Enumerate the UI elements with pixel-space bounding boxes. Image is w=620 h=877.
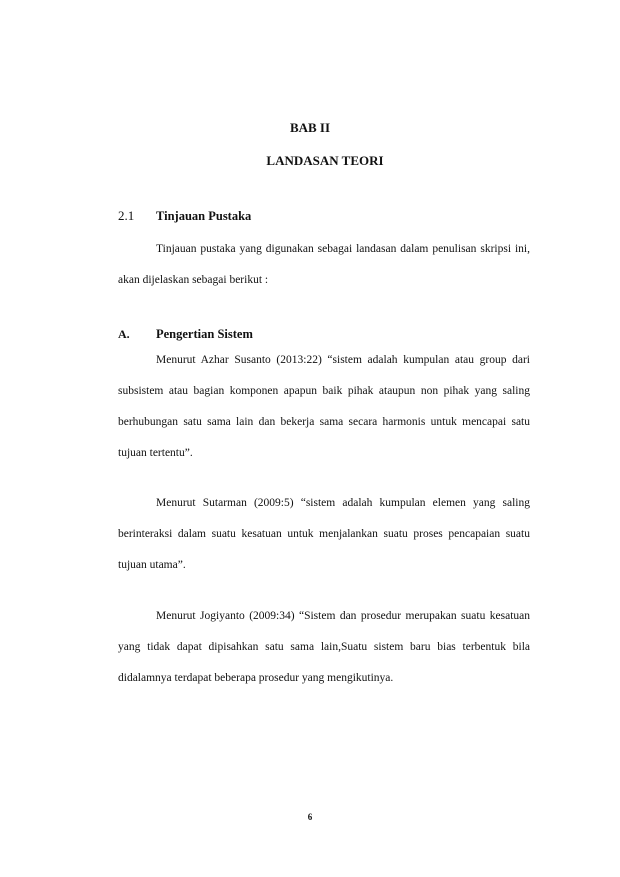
subsection-title: Pengertian Sistem bbox=[156, 327, 253, 341]
section-number: 2.1 bbox=[118, 208, 135, 223]
section-intro-paragraph: Tinjauan pustaka yang digunakan sebagai landasan dalam penulisan skripsi ini, akan dijelaskan sebagai berikut : bbox=[118, 243, 530, 286]
chapter-subtitle: LANDASAN TEORI bbox=[266, 153, 384, 168]
subsection-heading bbox=[118, 327, 253, 342]
page-number: 6 bbox=[307, 812, 313, 822]
section-title: Tinjauan Pustaka bbox=[156, 209, 252, 223]
paragraph-jogiyanto: Menurut Jogiyanto (2009:34) “Sistem dan prosedur merupakan suatu kesatuan yang tidak dapat dipisahkan satu sama lain,Suatu sistem baru bias terbentuk bila didalamnya terdapat beberapa prosedur yang mengikutinya. bbox=[118, 610, 530, 684]
subsection-number: A. bbox=[118, 327, 130, 341]
paragraph-sutarman: Menurut Sutarman (2009:5) “sistem adalah kumpulan elemen yang saling berinteraksi dalam suatu kesatuan untuk menjalankan suatu proses pencapaian suatu tujuan utama”. bbox=[118, 497, 530, 571]
section-heading bbox=[118, 208, 251, 224]
paragraph-azhar-susanto: Menurut Azhar Susanto (2013:22) “sistem adalah kumpulan atau group dari subsistem atau bagian komponen apapun baik pihak ataupun non pihak yang saling berhubungan satu sama lain dan bekerja sama secara harmonis untuk mencapai satu tujuan tertentu”. bbox=[118, 354, 530, 459]
chapter-title: BAB II bbox=[289, 120, 331, 135]
